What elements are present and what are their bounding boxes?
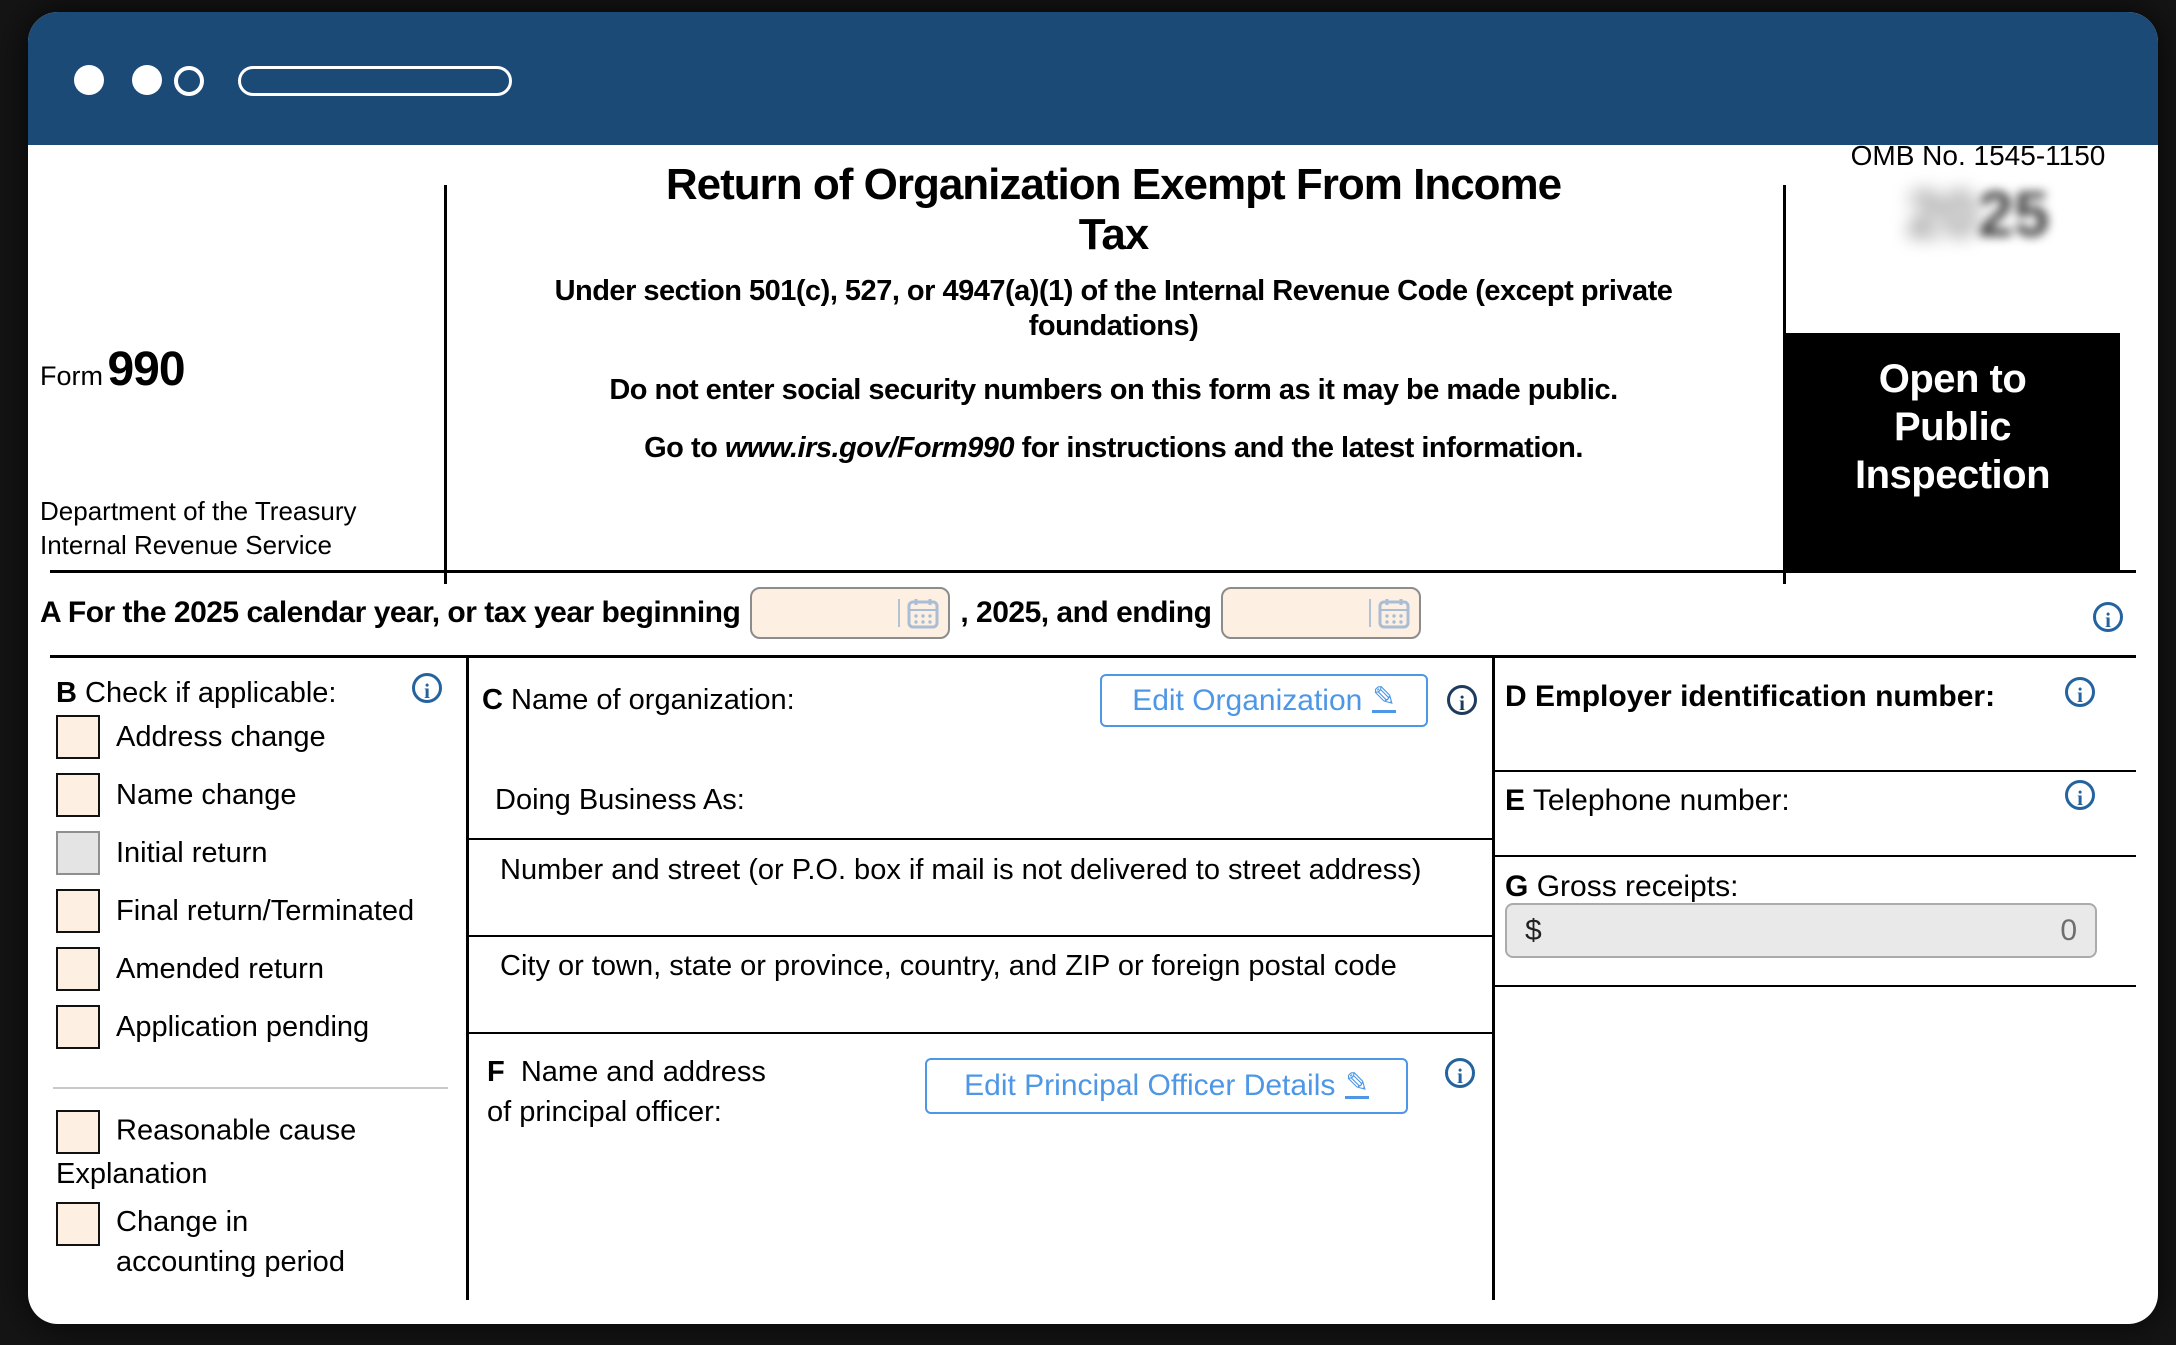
- line-a-text-middle: , 2025, and ending: [960, 596, 1212, 629]
- agency-line1: Department of the Treasury: [40, 496, 357, 526]
- section-b-header: B Check if applicable:: [56, 677, 337, 709]
- form-number-block: [40, 342, 185, 397]
- form-title: Return of Organization Exempt From Income Tax: [665, 160, 1562, 259]
- date-separator: [898, 599, 900, 627]
- info-icon-section-c[interactable]: i: [1447, 685, 1477, 715]
- checkbox-row-address-change: Address change: [56, 715, 326, 759]
- ssn-warning: Do not enter social security numbers on this form as it may be made public.: [609, 374, 1618, 406]
- section-c-row-divider: [469, 1032, 1492, 1034]
- section-c-row-divider: [469, 935, 1492, 937]
- column-divider-bc: [466, 658, 469, 1300]
- checkbox-row-final-return: Final return/Terminated: [56, 889, 414, 933]
- city-label: City or town, state or province, country, and ZIP or foreign postal code: [500, 950, 1397, 982]
- window-control-close[interactable]: [74, 65, 104, 95]
- edit-principal-officer-button[interactable]: Edit Principal Officer Details ✎: [925, 1058, 1408, 1114]
- gross-receipts-value: 0: [2060, 913, 2077, 947]
- gross-receipts-input[interactable]: [1505, 903, 2097, 958]
- info-icon-line-a[interactable]: i: [2093, 602, 2123, 632]
- section-d-header: D Employer identification number:: [1505, 680, 1996, 713]
- calendar-icon: [906, 596, 940, 630]
- tax-year-blurred: 2025: [1906, 178, 2050, 250]
- edit-organization-button[interactable]: Edit Organization ✎: [1100, 674, 1428, 727]
- section-g-divider: [1495, 985, 2136, 987]
- omb-number: OMB No. 1545-1150: [1850, 140, 2106, 171]
- browser-titlebar: [28, 12, 2158, 145]
- section-f-header: F Name and address of principal officer:: [487, 1056, 766, 1128]
- checkbox-amended-return[interactable]: [56, 947, 100, 991]
- line-a: [40, 572, 1421, 654]
- section-c-header: C Name of organization:: [482, 684, 795, 716]
- line-a-bottom-rule: [50, 655, 2136, 658]
- checkbox-initial-return[interactable]: [56, 831, 100, 875]
- open-to-public-badge: Open to Public Inspection: [1785, 333, 2120, 570]
- checkbox-row-name-change: Name change: [56, 773, 297, 817]
- checkbox-address-change[interactable]: [56, 715, 100, 759]
- checkbox-row-reasonable-cause: Reasonable cause Explanation: [56, 1110, 426, 1194]
- column-divider-cd: [1492, 658, 1495, 1300]
- checkbox-reasonable-cause[interactable]: [56, 1110, 100, 1154]
- window-control-minimize[interactable]: [132, 65, 162, 95]
- info-icon-section-e[interactable]: i: [2065, 780, 2095, 810]
- checkbox-final-return[interactable]: [56, 889, 100, 933]
- calendar-icon: [1377, 596, 1411, 630]
- section-c-row-divider: [469, 838, 1492, 840]
- info-icon-section-f[interactable]: i: [1445, 1058, 1475, 1088]
- pencil-icon: ✎: [1372, 681, 1396, 712]
- street-label: Number and street (or P.O. box if mail is not delivered to street address): [500, 854, 1422, 886]
- section-g-header: G Gross receipts:: [1505, 870, 1739, 903]
- agency-block: [40, 494, 356, 562]
- checkbox-name-change[interactable]: [56, 773, 100, 817]
- tax-year-end-input[interactable]: [1221, 587, 1421, 639]
- pencil-icon: ✎: [1345, 1066, 1369, 1098]
- dba-label: Doing Business As:: [495, 784, 745, 816]
- section-e-header: E Telephone number:: [1505, 784, 1790, 817]
- info-icon-section-d[interactable]: i: [2065, 677, 2095, 707]
- checkbox-application-pending[interactable]: [56, 1005, 100, 1049]
- section-e-divider: [1495, 855, 2136, 857]
- agency-line2: Internal Revenue Service: [40, 530, 332, 560]
- form-title-block: [444, 160, 1783, 465]
- checkbox-row-accounting-period: Change in accounting period: [56, 1202, 376, 1282]
- app-window: [28, 12, 2158, 1324]
- form-label: Form: [40, 361, 103, 391]
- checkbox-accounting-period[interactable]: [56, 1202, 100, 1246]
- checkbox-row-initial-return: Initial return: [56, 831, 268, 875]
- checkbox-row-amended-return: Amended return: [56, 947, 324, 991]
- line-a-text-before: A For the 2025 calendar year, or tax year beginning: [40, 596, 741, 629]
- irs-url: www.irs.gov/Form990: [724, 432, 1015, 464]
- section-d-divider: [1495, 770, 2136, 772]
- info-icon-section-b[interactable]: i: [412, 673, 442, 703]
- instructions-note: Go to www.irs.gov/Form990 for instructions and the latest information.: [644, 432, 1583, 464]
- checkbox-row-application-pending: Application pending: [56, 1005, 369, 1049]
- form-subtitle: Under section 501(c), 527, or 4947(a)(1) of the Internal Revenue Code (except private foundations): [554, 275, 1673, 342]
- currency-symbol: $: [1525, 913, 1542, 947]
- address-bar[interactable]: [238, 66, 512, 96]
- form-number: 990: [107, 343, 185, 396]
- tax-year-begin-input[interactable]: [750, 587, 950, 639]
- date-separator: [1369, 599, 1371, 627]
- section-b-divider: [53, 1087, 448, 1089]
- window-control-maximize[interactable]: [174, 66, 204, 96]
